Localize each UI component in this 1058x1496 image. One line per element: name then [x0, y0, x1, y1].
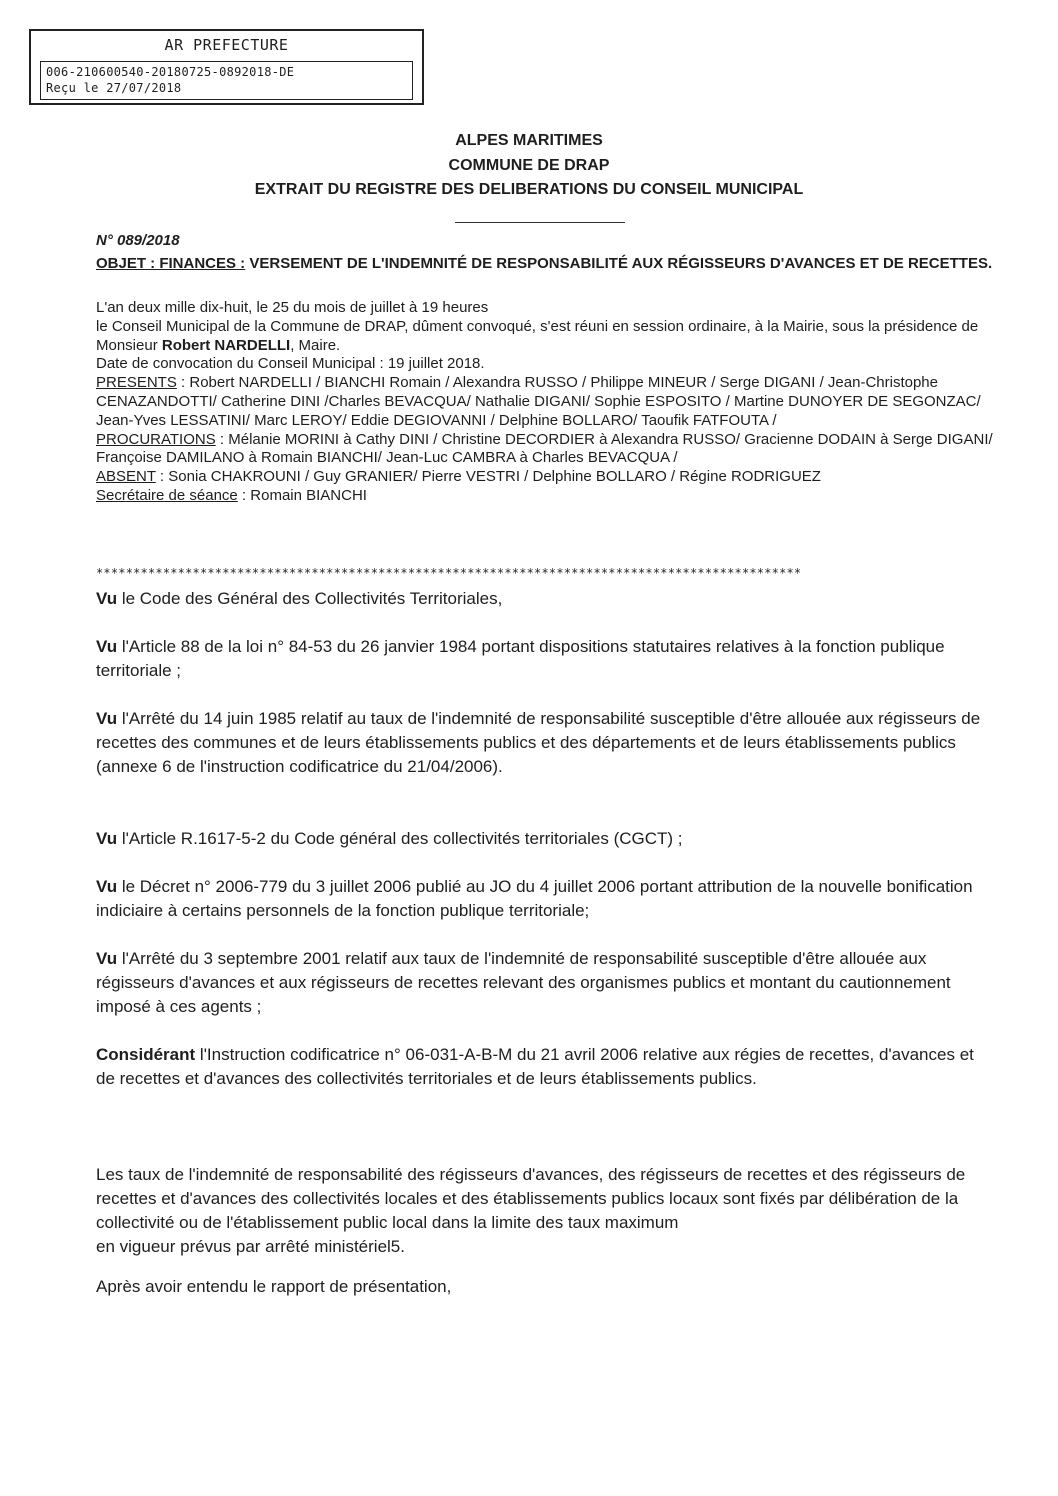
header-divider [455, 222, 625, 223]
absent-names: : Sonia CHAKROUNI / Guy GRANIER/ Pierre VESTRI / Delphine BOLLARO / Régine RODRIGUEZ [155, 468, 821, 486]
visa-paragraph [96, 947, 991, 1019]
taux-text-end: en vigueur prévus par arrêté ministériel5. [96, 1237, 405, 1256]
considerant-paragraph [96, 1043, 991, 1091]
stamp-reference: 006-210600540-20180725-0892018-DE [46, 65, 295, 79]
visa-lead: Vu [96, 829, 118, 848]
visa-paragraph [96, 875, 991, 923]
stamp-details [40, 61, 413, 100]
document-header [0, 129, 1058, 203]
secretary-name: : Romain BIANCHI [237, 486, 367, 504]
visa-text: le Décret n° 2006-779 du 3 juillet 2006 publié au JO du 4 juillet 2006 portant attribution de la nouvelle bonification indiciaire à certains personnels de la fonction publique territoriale; [96, 877, 973, 920]
visa-paragraph [96, 635, 991, 683]
visa-text: l'Arrêté du 14 juin 1985 relatif au taux de l'indemnité de responsabilité susceptible d'être allouée aux régisseurs de recettes des communes et de leurs établissements publics et des départements et de leurs établissements publics (annexe 6 de l'instruction codificatrice du 21/04/2006). [96, 709, 981, 776]
procurations-list [96, 431, 996, 469]
secretary-line [96, 487, 996, 506]
procurations-label: PROCURATIONS [96, 430, 216, 448]
visa-paragraph [96, 587, 991, 611]
visa-lead: Vu [96, 877, 118, 896]
closing-paragraph: Après avoir entendu le rapport de présentation, [96, 1277, 452, 1296]
visa-lead: Vu [96, 589, 118, 608]
absent-label: ABSENT [96, 468, 156, 486]
presents-list [96, 374, 996, 430]
session-text: le Conseil Municipal de la Commune de DRAP, dûment convoqué, s'est réuni en session ordinaire, à la Mairie, sous la présidence de Monsieur [96, 317, 979, 354]
stamp-title: AR PREFECTURE [164, 36, 289, 54]
department-name: ALPES MARITIMES [455, 132, 603, 149]
president-name: Robert NARDELLI [161, 336, 291, 354]
deliberation-number: N° 089/2018 [96, 232, 180, 249]
session-convocation [96, 318, 996, 356]
convocation-date: Date de convocation du Conseil Municipal : 19 juillet 2018. [96, 355, 485, 373]
visa-text: l'Article R.1617-5-2 du Code général des collectivités territoriales (CGCT) ; [117, 829, 683, 848]
considerant-text: l'Instruction codificatrice n° 06-031-A-B-M du 21 avril 2006 relative aux régies de recettes, d'avances et de recettes et d'avances des collectivités territoriales et de leurs établissements publics. [96, 1045, 974, 1088]
taux-paragraph [96, 1163, 991, 1259]
session-date: L'an deux mille dix-huit, le 25 du mois de juillet à 19 heures [96, 299, 489, 316]
presents-names: : Robert NARDELLI / BIANCHI Romain / Alexandra RUSSO / Philippe MINEUR / Serge DIGANI / Jean-Christophe CENAZANDOTTI/ Catherine DINI /Charles BEVACQUA/ Nathalie DIGANI/ Sophie ESPOSITO / Martine DUNOYER DE SEGONZAC/ Jean-Yves LESSATINI/ Marc LEROY/ Eddie DEGIOVANNI / Delphine BOLLARO/ Taoufik FATFOUTA / [96, 374, 981, 429]
stamp-received-date: Reçu le 27/07/2018 [46, 81, 182, 95]
presents-label: PRESENTS [96, 374, 177, 392]
visa-lead: Vu [96, 709, 118, 728]
subject-text: VERSEMENT DE L'INDEMNITÉ DE RESPONSABILITÉ AUX RÉGISSEURS D'AVANCES ET DE RECETTES. [245, 255, 993, 272]
visa-lead: Vu [96, 637, 118, 656]
visa-text: l'Arrêté du 3 septembre 2001 relatif aux taux de l'indemnité de responsabilité susceptible d'être allouée aux régisseurs d'avances et aux régisseurs de recettes relevant des organismes publics et montant du cautionnement imposé à ces agents ; [96, 949, 951, 1016]
president-role: , Maire. [290, 336, 341, 354]
visa-paragraph [96, 707, 991, 779]
taux-text: Les taux de l'indemnité de responsabilité des régisseurs d'avances, des régisseurs de recettes et des régisseurs de recettes et d'avances des collectivités locales et des établissements publics locaux sont fixés par délibération de la collectivité ou de l'établissement public local dans la limite des taux maximum [96, 1165, 966, 1232]
commune-name: COMMUNE DE DRAP [448, 156, 610, 174]
subject-label: OBJET : FINANCES : [96, 255, 246, 272]
prefecture-stamp [29, 29, 424, 105]
visa-text: le Code des Général des Collectivités Territoriales, [117, 589, 503, 608]
visa-paragraph [96, 827, 991, 851]
session-details [96, 299, 996, 506]
visa-lead: Vu [96, 949, 118, 968]
asterisk-separator: *********************************************************************************************** [96, 566, 802, 580]
visa-text: l'Article 88 de la loi n° 84-53 du 26 janvier 1984 portant dispositions statutaires relatives à la fonction publique territoriale ; [96, 637, 945, 680]
deliberation-subject [96, 255, 996, 274]
procurations-names: : Mélanie MORINI à Cathy DINI / Christine DECORDIER à Alexandra RUSSO/ Gracienne DODAIN à Serge DIGANI/ Françoise DAMILANO à Romain BIANCHI/ Jean-Luc CAMBRA à Charles BEVACQUA / [96, 430, 993, 467]
document-title: EXTRAIT DU REGISTRE DES DELIBERATIONS DU CONSEIL MUNICIPAL [254, 181, 804, 198]
considerant-lead: Considérant [96, 1045, 196, 1064]
secretary-label: Secrétaire de séance [96, 486, 238, 504]
absent-list [96, 468, 996, 487]
